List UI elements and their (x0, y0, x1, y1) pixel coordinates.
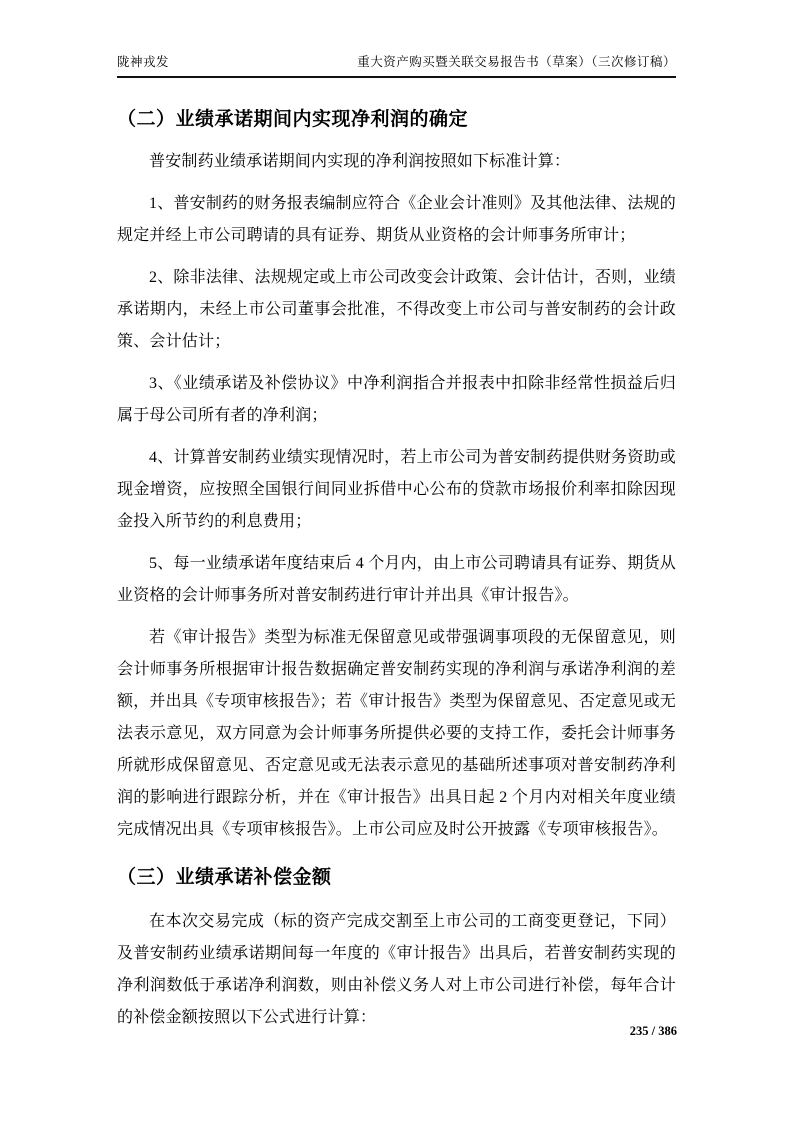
paragraph-compensation-intro: 在本次交易完成（标的资产完成交割至上市公司的工商变更登记，下同）及普安制药业绩承诺期间每一年度的《审计报告》出具后，若普安制药实现的净利润数低于承诺净利润数，则由补偿义务人对上市公司进行补偿，每年合计的补偿金额按照以下公式进行计算： (117, 913, 676, 1026)
paragraph-intro: 普安制药业绩承诺期间内实现的净利润按照如下标准计算： (149, 153, 571, 170)
paragraph-item-4: 4、计算普安制药业绩实现情况时，若上市公司为普安制药提供财务资助或现金增资，应按照全国银行间同业拆借中心公布的贷款市场报价利率扣除因现金投入所节约的利息费用； (117, 449, 676, 530)
paragraph-item-3: 3、《业绩承诺及补偿协议》中净利润指合并报表中扣除非经常性损益后归属于母公司所有者的净利润； (117, 375, 676, 424)
section-3 (117, 864, 676, 1034)
paragraph-item-5: 5、每一业绩承诺年度结束后 4 个月内，由上市公司聘请具有证券、期货从业资格的会计师事务所对普安制药进行审计并出具《审计报告》。 (117, 555, 677, 604)
section-2-heading: （二）业绩承诺期间内实现净利润的确定 (117, 109, 469, 130)
section-3-heading: （三）业绩承诺补偿金额 (117, 867, 332, 888)
page-number: 235 / 386 (629, 1024, 677, 1038)
paragraph-item-1: 1、普安制药的财务报表编制应符合《企业会计准则》及其他法律、法规的规定并经上市公司聘请的具有证券、期货从业资格的会计师事务所审计； (117, 195, 676, 244)
header-company-name: 陇神戎发 (117, 55, 170, 69)
paragraph-audit-report-types: 若《审计报告》类型为标准无保留意见或带强调事项段的无保留意见，则会计师事务所根据审计报告数据确定普安制药实现的净利润与承诺净利润的差额，并出具《专项审核报告》；若《审计报告》类型为保留意见、否定意见或无法表示意见，双方同意为会计师事务所提供必要的支持工作，委托会计师事务所就形成保留意见、否定意见或无法表示意见的基础所述事项对普安制药净利润的影响进行跟踪分析，并在《审计报告》出具日起 2 个月内对相关年度业绩完成情况出具《专项审核报告》。上市公司应及时公开披露《专项审核报告》。 (117, 629, 677, 838)
paragraph-item-2: 2、除非法律、法规规定或上市公司改变会计政策、会计估计，否则，业绩承诺期内，未经上市公司董事会批准，不得改变上市公司与普安制药的会计政策、会计估计； (117, 269, 676, 350)
section-2 (117, 106, 676, 846)
page-header (117, 0, 676, 78)
header-report-title: 重大资产购买暨关联交易报告书（草案）（三次修订稿） (357, 55, 676, 69)
